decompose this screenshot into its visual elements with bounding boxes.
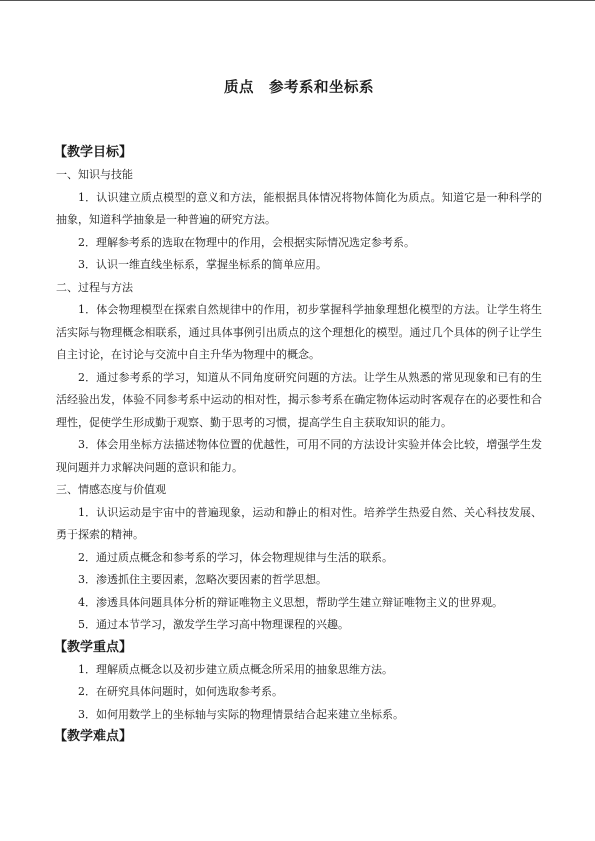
section-heading-key-points: 【教学重点】	[54, 639, 133, 655]
section-heading-difficulties: 【教学难点】	[54, 729, 133, 744]
subsection-process-label: 二、过程与方法	[56, 280, 133, 294]
document-title: 质点 参考系和坐标系	[224, 80, 374, 96]
key-point-item-2: 2．在研究具体问题时，如何选取参考系。	[78, 685, 283, 698]
attitude-item-2: 2．通过质点概念和参考系的学习，体会物理规律与生活的联系。	[78, 550, 393, 564]
subsection-knowledge-label: 一、知识与技能	[56, 168, 133, 181]
section-heading-objectives: 【教学目标】	[54, 145, 133, 160]
attitude-item-5: 5．通过本节学习，激发学生学习高中物理课程的兴趣。	[78, 618, 349, 631]
knowledge-item-3: 3．认识一维直线坐标系，掌握坐标系的简单应用。	[78, 258, 327, 271]
subsection-attitude-label: 三、情感态度与价值观	[56, 483, 166, 496]
key-point-item-3: 3．如何用数学上的坐标轴与实际的物理情景结合起来建立坐标系。	[78, 707, 404, 721]
attitude-item-4: 4．渗透具体问题具体分析的辩证唯物主义思想，帮助学生建立辩证唯物主义的世界观。	[78, 595, 503, 609]
process-item-1: 1．体会物理模型在探索自然规律中的作用，初步掌握科学抽象理想化模型的方法。让学生将生活实际与物理概念相联系，通过具体事例引出质点的这个理想化的模型。通过几个具体的例子让学生自主讨论，在讨论与交流中自主升华为物理中的概念。	[56, 303, 542, 361]
process-item-2: 2．通过参考系的学习，知道从不同角度研究问题的方法。让学生从熟悉的常见现象和已有的生活经验出发，体验不同参考系中运动的相对性，揭示参考系在确定物体运动时客观存在的必要性和合理性，促使学生形成勤于观察、勤于思考的习惯，提高学生自主获取知识的能力。	[56, 370, 542, 429]
knowledge-item-1: 1．认识建立质点模型的意义和方法，能根据具体情况将物体简化为质点。知道它是一种科学的抽象，知道科学抽象是一种普遍的研究方法。	[56, 190, 542, 226]
document-body	[56, 142, 542, 748]
key-point-item-1: 1．理解质点概念以及初步建立质点概念所采用的抽象思维方法。	[78, 662, 393, 676]
knowledge-item-2: 2．理解参考系的选取在物理中的作用，会根据实际情况选定参考系。	[78, 235, 415, 249]
process-item-3: 3．体会用坐标方法描述物体位置的优越性，可用不同的方法设计实验并体会比较，增强学生发现问题并力求解决问题的意识和能力。	[56, 438, 542, 474]
top-border-line	[0, 0, 595, 1]
attitude-item-3: 3．渗透抓住主要因素，忽略次要因素的哲学思想。	[78, 573, 327, 586]
attitude-item-1: 1．认识运动是宇宙中的普遍现象，运动和静止的相对性。培养学生热爱自然、关心科技发展、勇于探索的精神。	[56, 505, 542, 541]
